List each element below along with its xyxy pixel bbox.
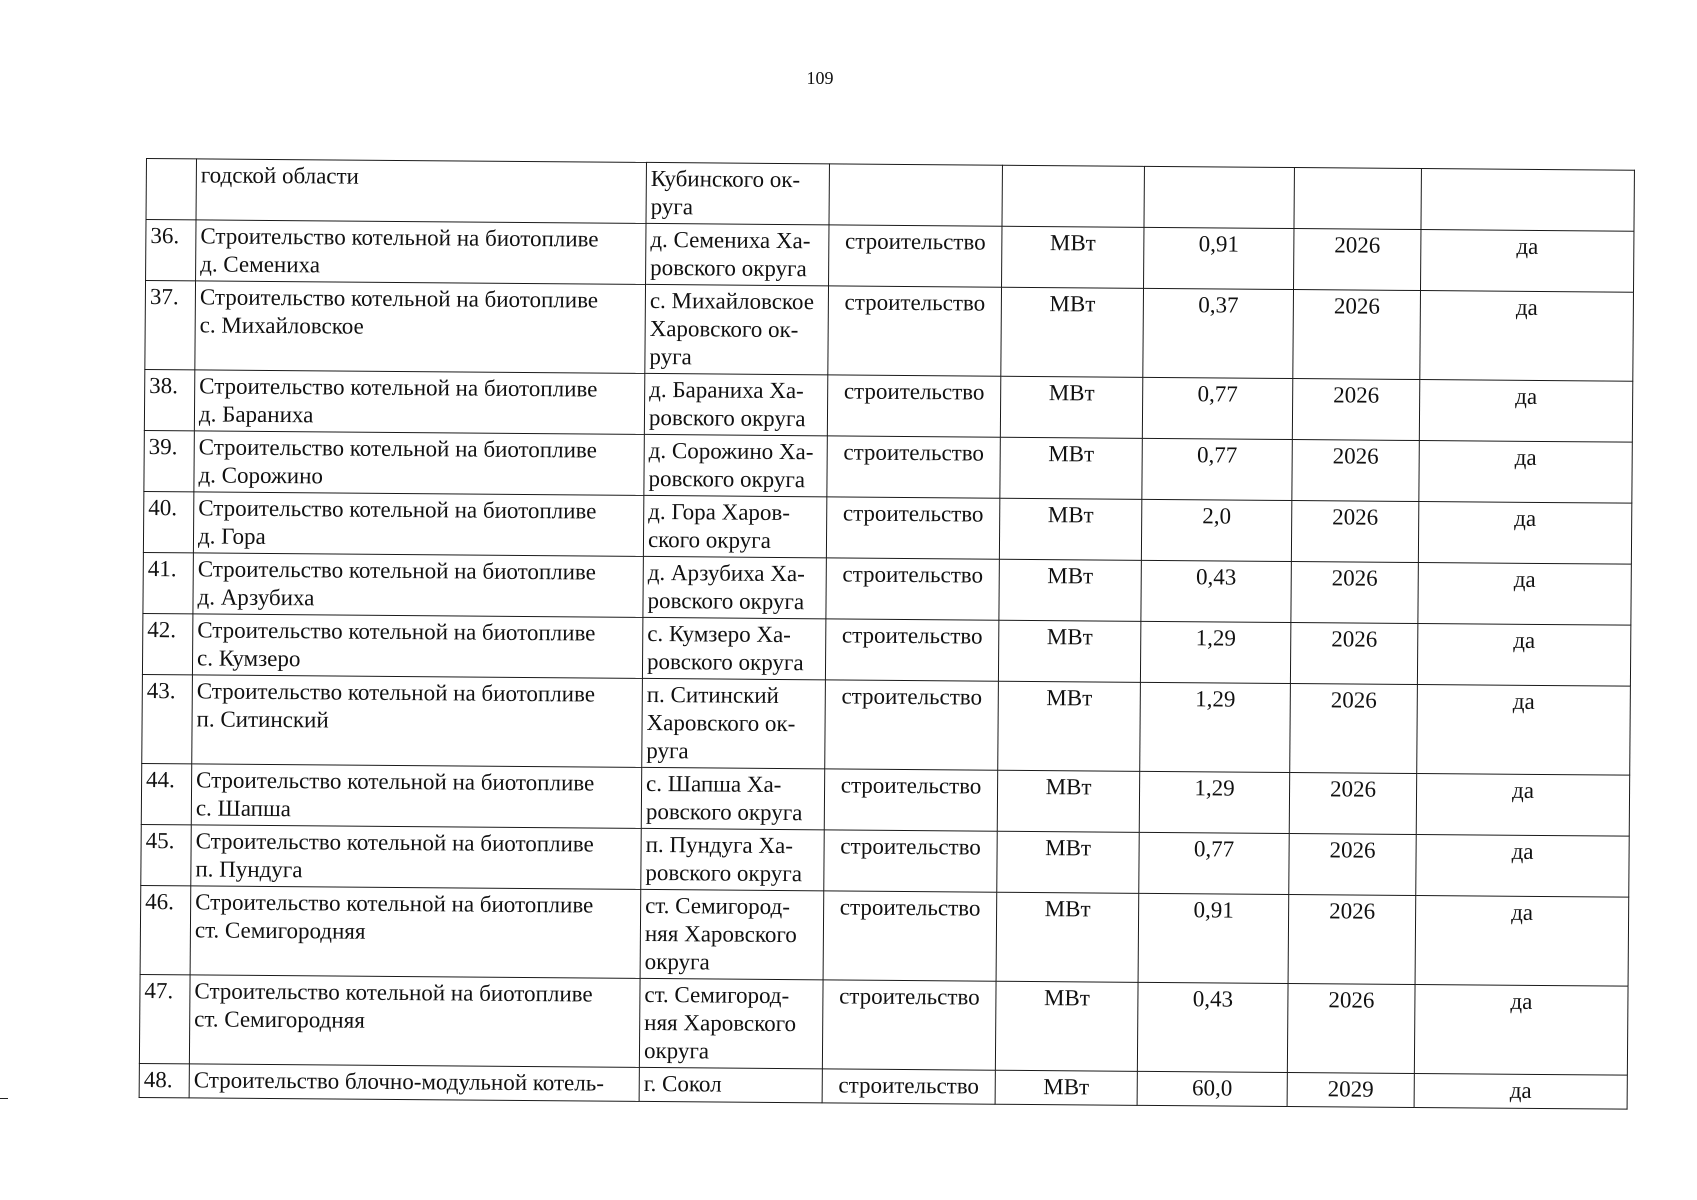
capacity-value-cell: 2,0 (1141, 499, 1291, 561)
table-body (139, 159, 1634, 1110)
capacity-value-cell: 1,29 (1140, 621, 1290, 683)
project-name-cell: Строительство котельной на биотопливе с. Шапша (191, 764, 641, 829)
capacity-value-cell: 0,37 (1143, 288, 1294, 378)
flag-cell: да (1419, 441, 1632, 504)
year-cell: 2026 (1291, 562, 1418, 624)
project-name-cell: годской области (196, 159, 646, 224)
work-type-cell: строительство (826, 558, 999, 620)
work-type-cell: строительство (824, 830, 997, 892)
unit-cell: МВт (1000, 376, 1142, 438)
capacity-value-cell: 60,0 (1137, 1071, 1287, 1106)
capacity-value-cell (1144, 166, 1294, 228)
flag-cell: да (1420, 230, 1633, 293)
unit-cell: МВт (999, 559, 1141, 621)
year-cell: 2026 (1288, 894, 1416, 984)
page-number: 109 (806, 68, 834, 88)
unit-cell: МВт (1000, 437, 1142, 499)
project-name-cell: Строительство котельной на биотопливе д. Сорожино (194, 431, 644, 496)
unit-cell: МВт (998, 620, 1140, 682)
row-number-cell: 40. (143, 491, 193, 552)
flag-cell: да (1419, 380, 1632, 443)
work-type-cell: строительство (822, 1069, 995, 1104)
project-name-cell: Строительство блочно-модульной котель- (189, 1064, 639, 1102)
row-number-cell: 42. (142, 613, 192, 674)
row-number-cell: 39. (144, 430, 194, 491)
location-cell: Кубинского ок- руга (646, 162, 829, 224)
row-number-cell: 38. (144, 369, 194, 430)
project-name-cell: Строительство котельной на биотопливе ст. Семигородняя (189, 975, 640, 1068)
location-cell: ст. Семигород- няя Харовского округа (640, 889, 824, 979)
project-name-cell: Строительство котельной на биотопливе д. Арзубиха (193, 553, 643, 618)
flag-cell: да (1418, 502, 1631, 565)
unit-cell: МВт (998, 681, 1141, 771)
year-cell: 2026 (1289, 833, 1416, 895)
unit-cell: МВт (1001, 287, 1144, 377)
unit-cell: МВт (999, 498, 1141, 560)
work-type-cell: строительство (826, 497, 999, 559)
year-cell: 2026 (1290, 623, 1417, 685)
unit-cell: МВт (997, 831, 1139, 893)
location-cell: д. Арзубиха Ха- ровского округа (643, 556, 826, 618)
location-cell: с. Кумзеро Ха- ровского округа (642, 617, 825, 679)
flag-cell: да (1416, 834, 1629, 897)
row-number-cell: 37. (145, 281, 196, 370)
flag-cell: да (1416, 773, 1629, 836)
location-cell: ст. Семигород- няя Харовского округа (639, 978, 823, 1068)
year-cell: 2026 (1292, 440, 1419, 502)
capacity-value-cell: 0,43 (1137, 982, 1288, 1072)
project-name-cell: Строительство котельной на биотопливе ст. Семигородняя (190, 886, 641, 979)
work-type-cell (829, 164, 1002, 226)
work-type-cell: строительство (822, 980, 996, 1070)
capacity-value-cell: 0,91 (1144, 227, 1294, 289)
unit-cell: МВт (1002, 226, 1144, 288)
location-cell: г. Сокол (639, 1067, 822, 1102)
work-type-cell: строительство (828, 286, 1002, 376)
row-number-cell: 36. (146, 220, 196, 281)
projects-table (139, 158, 1635, 1110)
project-name-cell: Строительство котельной на биотопливе п. Ситинский (192, 675, 643, 768)
margin-mark (0, 1098, 8, 1099)
year-cell: 2026 (1291, 501, 1418, 563)
work-type-cell: строительство (823, 891, 997, 981)
year-cell: 2026 (1289, 773, 1416, 835)
capacity-value-cell: 0,77 (1142, 377, 1292, 439)
work-type-cell: строительство (825, 680, 999, 770)
location-cell: п. Ситинский Харовского ок- руга (642, 678, 826, 768)
year-cell: 2026 (1287, 983, 1415, 1073)
row-number-cell: 43. (142, 674, 193, 763)
capacity-value-cell: 1,29 (1140, 682, 1291, 772)
year-cell: 2029 (1287, 1072, 1414, 1107)
flag-cell: да (1415, 895, 1629, 986)
capacity-value-cell: 1,29 (1139, 771, 1289, 833)
flag-cell: да (1417, 685, 1631, 776)
row-number-cell: 48. (139, 1063, 189, 1097)
unit-cell: МВт (996, 892, 1139, 982)
year-cell (1294, 168, 1421, 230)
capacity-value-cell: 0,43 (1141, 560, 1291, 622)
flag-cell (1421, 169, 1634, 232)
project-name-cell: Строительство котельной на биотопливе п. Пундуга (191, 825, 641, 890)
project-name-cell: Строительство котельной на биотопливе с. Кумзеро (192, 614, 642, 679)
project-name-cell: Строительство котельной на биотопливе д. Семениха (196, 220, 646, 285)
year-cell: 2026 (1292, 379, 1419, 441)
row-number-cell: 41. (143, 552, 193, 613)
year-cell: 2026 (1293, 290, 1421, 380)
row-number-cell: 46. (140, 885, 191, 974)
capacity-value-cell: 0,77 (1139, 832, 1289, 894)
location-cell: п. Пундуга Ха- ровского округа (641, 828, 824, 890)
capacity-value-cell: 0,77 (1142, 438, 1292, 500)
row-number-cell: 44. (141, 763, 191, 824)
work-type-cell: строительство (827, 436, 1000, 498)
row-number-cell: 45. (141, 824, 191, 885)
location-cell: д. Сорожино Ха- ровского округа (644, 434, 827, 496)
unit-cell (1002, 165, 1144, 227)
project-name-cell: Строительство котельной на биотопливе д. Бараниха (194, 370, 644, 435)
capacity-value-cell: 0,91 (1138, 893, 1289, 983)
location-cell: д. Бараниха Ха- ровского округа (644, 373, 827, 435)
flag-cell: да (1414, 984, 1628, 1075)
flag-cell: да (1418, 563, 1631, 626)
unit-cell: МВт (997, 770, 1139, 832)
location-cell: с. Михайловское Харовского ок- руга (645, 284, 829, 374)
flag-cell: да (1420, 291, 1634, 382)
location-cell: д. Гора Харов- ского округа (643, 495, 826, 557)
location-cell: с. Шапша Ха- ровского округа (641, 767, 824, 829)
flag-cell: да (1414, 1073, 1627, 1109)
project-name-cell: Строительство котельной на биотопливе д. Гора (193, 492, 643, 557)
table-row (145, 281, 1634, 382)
row-number-cell: 47. (139, 974, 190, 1063)
work-type-cell: строительство (829, 225, 1002, 287)
year-cell: 2026 (1294, 229, 1421, 291)
table-row (142, 674, 1631, 775)
flag-cell: да (1417, 624, 1630, 687)
unit-cell: МВт (995, 981, 1138, 1071)
table-row (140, 885, 1629, 986)
unit-cell: МВт (995, 1070, 1137, 1105)
location-cell: д. Семениха Ха- ровского округа (646, 223, 829, 285)
project-name-cell: Строительство котельной на биотопливе с. Михайловское (195, 281, 646, 374)
row-number-cell (146, 159, 196, 220)
work-type-cell: строительство (827, 375, 1000, 437)
year-cell: 2026 (1290, 684, 1418, 774)
table-row (139, 974, 1628, 1075)
work-type-cell: строительство (824, 769, 997, 831)
work-type-cell: строительство (825, 619, 998, 681)
